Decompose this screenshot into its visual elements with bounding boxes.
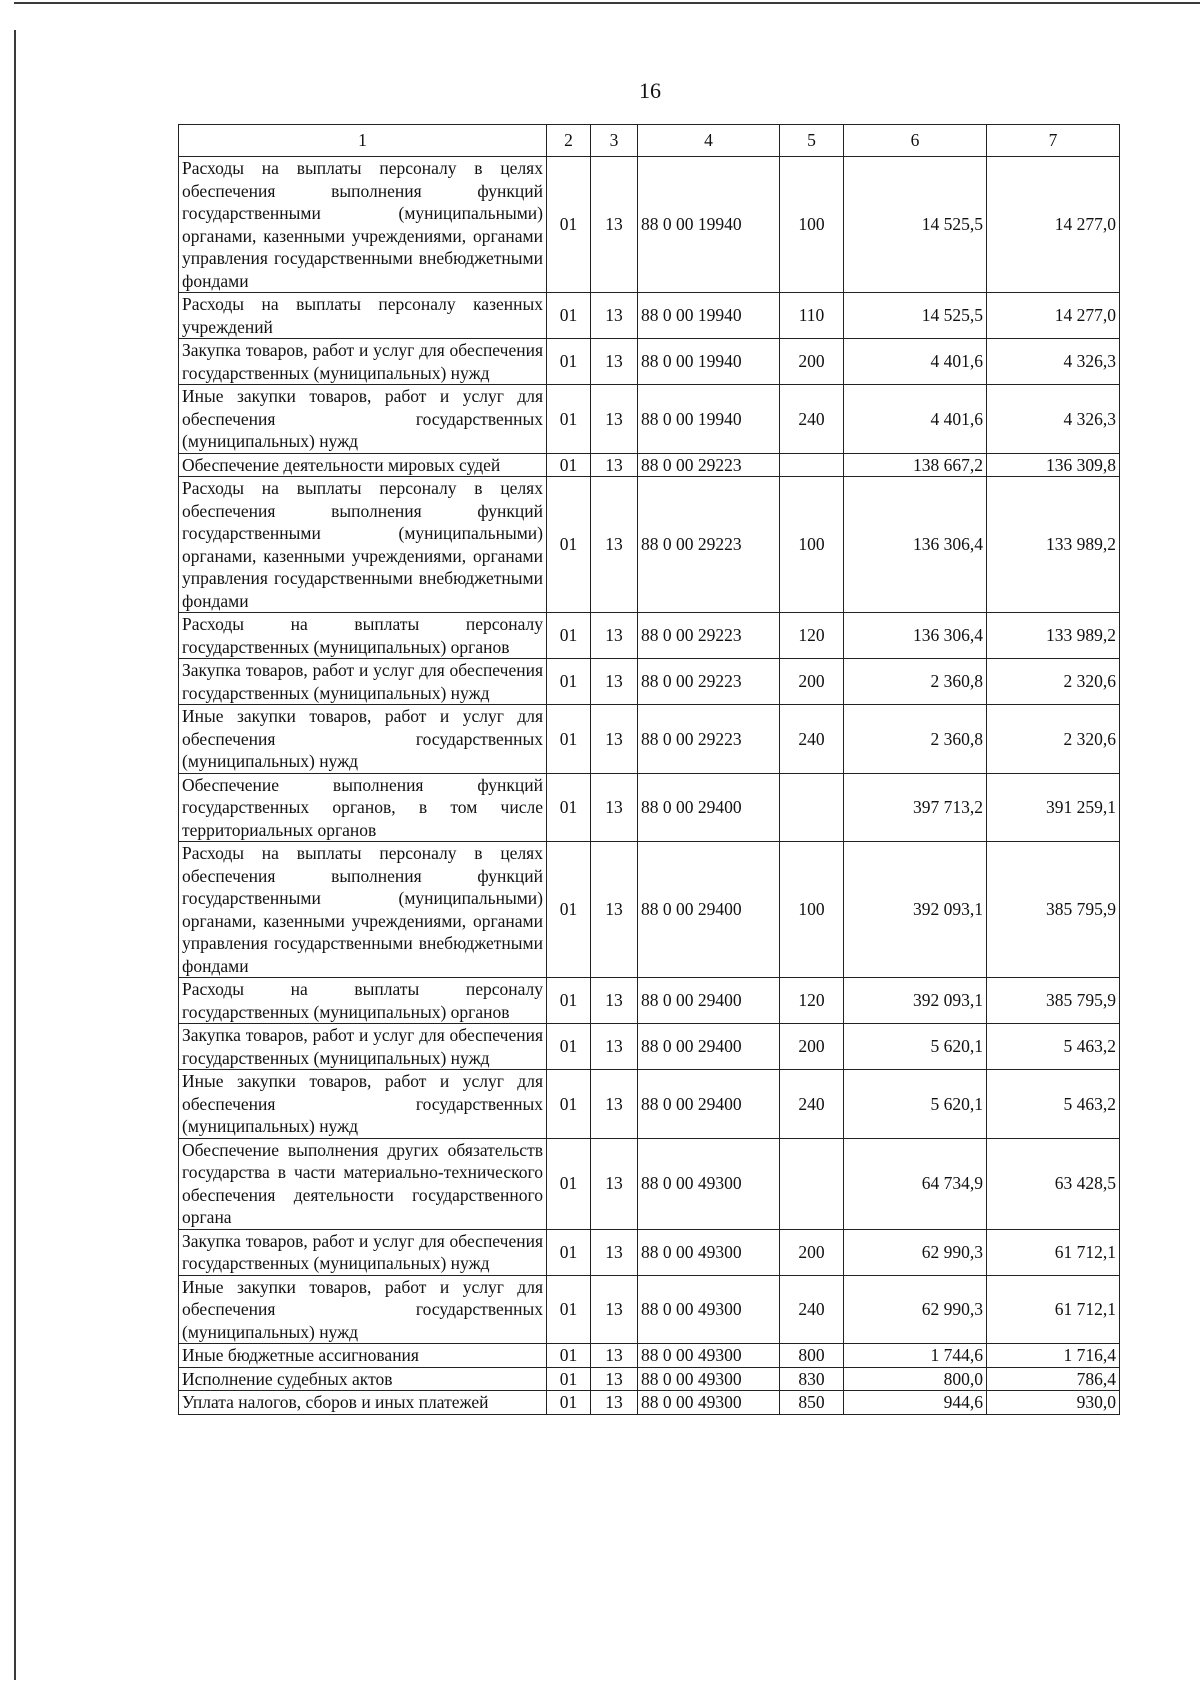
subsection-code-cell: 13 bbox=[591, 1070, 638, 1139]
amount-year1-cell: 392 093,1 bbox=[844, 978, 987, 1024]
row-name-cell: Расходы на выплаты персоналу в целях обеспечения выполнения функций государственными (муниципальными) органами, казенными учреждениями, органами управления государственными внебюджетными фондами bbox=[179, 157, 547, 293]
amount-year2-cell: 391 259,1 bbox=[987, 773, 1120, 842]
section-code-cell: 01 bbox=[547, 773, 591, 842]
row-name-cell: Уплата налогов, сборов и иных платежей bbox=[179, 1391, 547, 1415]
amount-year1-cell: 136 306,4 bbox=[844, 613, 987, 659]
expense-type-cell: 120 bbox=[780, 978, 844, 1024]
table-row bbox=[179, 1024, 1120, 1070]
amount-year2-cell: 133 989,2 bbox=[987, 613, 1120, 659]
subsection-code-cell: 13 bbox=[591, 1138, 638, 1229]
amount-year1-cell: 138 667,2 bbox=[844, 453, 987, 477]
header-cell: 4 bbox=[638, 125, 780, 157]
section-code-cell: 01 bbox=[547, 705, 591, 774]
table-row bbox=[179, 978, 1120, 1024]
expense-type-cell: 850 bbox=[780, 1391, 844, 1415]
row-name-cell: Обеспечение выполнения функций государственных органов, в том числе территориальных органов bbox=[179, 773, 547, 842]
expense-type-cell: 100 bbox=[780, 157, 844, 293]
table-row bbox=[179, 659, 1120, 705]
subsection-code-cell: 13 bbox=[591, 613, 638, 659]
table-row bbox=[179, 339, 1120, 385]
target-article-cell: 88 0 00 29223 bbox=[638, 453, 780, 477]
header-cell: 6 bbox=[844, 125, 987, 157]
amount-year1-cell: 800,0 bbox=[844, 1367, 987, 1391]
section-code-cell: 01 bbox=[547, 339, 591, 385]
expense-type-cell: 200 bbox=[780, 659, 844, 705]
expense-type-cell: 120 bbox=[780, 613, 844, 659]
amount-year2-cell: 786,4 bbox=[987, 1367, 1120, 1391]
header-cell: 5 bbox=[780, 125, 844, 157]
section-code-cell: 01 bbox=[547, 842, 591, 978]
amount-year2-cell: 14 277,0 bbox=[987, 157, 1120, 293]
target-article-cell: 88 0 00 49300 bbox=[638, 1367, 780, 1391]
subsection-code-cell: 13 bbox=[591, 1367, 638, 1391]
amount-year1-cell: 62 990,3 bbox=[844, 1275, 987, 1344]
amount-year2-cell: 5 463,2 bbox=[987, 1024, 1120, 1070]
amount-year2-cell: 1 716,4 bbox=[987, 1344, 1120, 1368]
subsection-code-cell: 13 bbox=[591, 1024, 638, 1070]
section-code-cell: 01 bbox=[547, 477, 591, 613]
amount-year2-cell: 133 989,2 bbox=[987, 477, 1120, 613]
amount-year1-cell: 14 525,5 bbox=[844, 293, 987, 339]
amount-year1-cell: 5 620,1 bbox=[844, 1070, 987, 1139]
row-name-cell: Иные закупки товаров, работ и услуг для обеспечения государственных (муниципальных) нужд bbox=[179, 385, 547, 454]
amount-year1-cell: 4 401,6 bbox=[844, 339, 987, 385]
expense-type-cell: 240 bbox=[780, 1070, 844, 1139]
section-code-cell: 01 bbox=[547, 157, 591, 293]
table-row bbox=[179, 842, 1120, 978]
target-article-cell: 88 0 00 49300 bbox=[638, 1138, 780, 1229]
table-row bbox=[179, 613, 1120, 659]
header-cell: 7 bbox=[987, 125, 1120, 157]
expense-type-cell: 200 bbox=[780, 339, 844, 385]
row-name-cell: Иные бюджетные ассигнования bbox=[179, 1344, 547, 1368]
row-name-cell: Закупка товаров, работ и услуг для обеспечения государственных (муниципальных) нужд bbox=[179, 339, 547, 385]
table-row bbox=[179, 1344, 1120, 1368]
target-article-cell: 88 0 00 19940 bbox=[638, 293, 780, 339]
expense-type-cell: 830 bbox=[780, 1367, 844, 1391]
amount-year1-cell: 2 360,8 bbox=[844, 705, 987, 774]
amount-year2-cell: 2 320,6 bbox=[987, 659, 1120, 705]
target-article-cell: 88 0 00 29400 bbox=[638, 1024, 780, 1070]
subsection-code-cell: 13 bbox=[591, 773, 638, 842]
row-name-cell: Расходы на выплаты персоналу в целях обеспечения выполнения функций государственными (муниципальными) органами, казенными учреждениями, органами управления государственными внебюджетными фондами bbox=[179, 477, 547, 613]
target-article-cell: 88 0 00 49300 bbox=[638, 1229, 780, 1275]
amount-year1-cell: 4 401,6 bbox=[844, 385, 987, 454]
amount-year1-cell: 2 360,8 bbox=[844, 659, 987, 705]
row-name-cell: Расходы на выплаты персоналу государственных (муниципальных) органов bbox=[179, 978, 547, 1024]
subsection-code-cell: 13 bbox=[591, 705, 638, 774]
subsection-code-cell: 13 bbox=[591, 842, 638, 978]
header-cell: 1 bbox=[179, 125, 547, 157]
row-name-cell: Обеспечение выполнения других обязательств государства в части материально-технического обеспечения деятельности государственного органа bbox=[179, 1138, 547, 1229]
section-code-cell: 01 bbox=[547, 659, 591, 705]
amount-year2-cell: 5 463,2 bbox=[987, 1070, 1120, 1139]
row-name-cell: Иные закупки товаров, работ и услуг для обеспечения государственных (муниципальных) нужд bbox=[179, 705, 547, 774]
target-article-cell: 88 0 00 29223 bbox=[638, 705, 780, 774]
subsection-code-cell: 13 bbox=[591, 339, 638, 385]
target-article-cell: 88 0 00 29223 bbox=[638, 613, 780, 659]
row-name-cell: Расходы на выплаты персоналу в целях обеспечения выполнения функций государственными (муниципальными) органами, казенными учреждениями, органами управления государственными внебюджетными фондами bbox=[179, 842, 547, 978]
subsection-code-cell: 13 bbox=[591, 1229, 638, 1275]
target-article-cell: 88 0 00 29400 bbox=[638, 978, 780, 1024]
row-name-cell: Расходы на выплаты персоналу казенных учреждений bbox=[179, 293, 547, 339]
expense-type-cell: 240 bbox=[780, 705, 844, 774]
table-row bbox=[179, 1138, 1120, 1229]
target-article-cell: 88 0 00 29400 bbox=[638, 842, 780, 978]
amount-year2-cell: 385 795,9 bbox=[987, 978, 1120, 1024]
amount-year1-cell: 944,6 bbox=[844, 1391, 987, 1415]
expense-type-cell: 800 bbox=[780, 1344, 844, 1368]
row-name-cell: Закупка товаров, работ и услуг для обеспечения государственных (муниципальных) нужд bbox=[179, 1229, 547, 1275]
table-row bbox=[179, 1070, 1120, 1139]
header-row bbox=[179, 125, 1120, 157]
subsection-code-cell: 13 bbox=[591, 1344, 638, 1368]
header-cell: 3 bbox=[591, 125, 638, 157]
table-row bbox=[179, 773, 1120, 842]
target-article-cell: 88 0 00 49300 bbox=[638, 1344, 780, 1368]
target-article-cell: 88 0 00 19940 bbox=[638, 385, 780, 454]
expense-type-cell bbox=[780, 1138, 844, 1229]
subsection-code-cell: 13 bbox=[591, 293, 638, 339]
row-name-cell: Закупка товаров, работ и услуг для обеспечения государственных (муниципальных) нужд bbox=[179, 1024, 547, 1070]
row-name-cell: Расходы на выплаты персоналу государственных (муниципальных) органов bbox=[179, 613, 547, 659]
amount-year1-cell: 392 093,1 bbox=[844, 842, 987, 978]
amount-year2-cell: 14 277,0 bbox=[987, 293, 1120, 339]
amount-year1-cell: 1 744,6 bbox=[844, 1344, 987, 1368]
subsection-code-cell: 13 bbox=[591, 453, 638, 477]
expense-type-cell: 110 bbox=[780, 293, 844, 339]
amount-year1-cell: 5 620,1 bbox=[844, 1024, 987, 1070]
expense-type-cell bbox=[780, 773, 844, 842]
scan-top-edge bbox=[14, 2, 1200, 4]
section-code-cell: 01 bbox=[547, 453, 591, 477]
table-row bbox=[179, 385, 1120, 454]
table-row bbox=[179, 1229, 1120, 1275]
section-code-cell: 01 bbox=[547, 1275, 591, 1344]
subsection-code-cell: 13 bbox=[591, 659, 638, 705]
target-article-cell: 88 0 00 19940 bbox=[638, 157, 780, 293]
amount-year1-cell: 62 990,3 bbox=[844, 1229, 987, 1275]
expense-type-cell: 240 bbox=[780, 385, 844, 454]
amount-year2-cell: 4 326,3 bbox=[987, 385, 1120, 454]
amount-year1-cell: 136 306,4 bbox=[844, 477, 987, 613]
section-code-cell: 01 bbox=[547, 1367, 591, 1391]
row-name-cell: Исполнение судебных актов bbox=[179, 1367, 547, 1391]
row-name-cell: Обеспечение деятельности мировых судей bbox=[179, 453, 547, 477]
section-code-cell: 01 bbox=[547, 613, 591, 659]
target-article-cell: 88 0 00 49300 bbox=[638, 1391, 780, 1415]
row-name-cell: Иные закупки товаров, работ и услуг для обеспечения государственных (муниципальных) нужд bbox=[179, 1070, 547, 1139]
subsection-code-cell: 13 bbox=[591, 157, 638, 293]
amount-year2-cell: 930,0 bbox=[987, 1391, 1120, 1415]
row-name-cell: Закупка товаров, работ и услуг для обеспечения государственных (муниципальных) нужд bbox=[179, 659, 547, 705]
subsection-code-cell: 13 bbox=[591, 477, 638, 613]
expense-type-cell bbox=[780, 453, 844, 477]
expense-type-cell: 100 bbox=[780, 477, 844, 613]
page-number: 16 bbox=[639, 78, 661, 103]
expense-type-cell: 240 bbox=[780, 1275, 844, 1344]
expense-type-cell: 200 bbox=[780, 1024, 844, 1070]
section-code-cell: 01 bbox=[547, 1229, 591, 1275]
header-cell: 2 bbox=[547, 125, 591, 157]
amount-year2-cell: 61 712,1 bbox=[987, 1229, 1120, 1275]
target-article-cell: 88 0 00 19940 bbox=[638, 339, 780, 385]
expense-type-cell: 100 bbox=[780, 842, 844, 978]
subsection-code-cell: 13 bbox=[591, 1391, 638, 1415]
table-row bbox=[179, 1367, 1120, 1391]
amount-year2-cell: 63 428,5 bbox=[987, 1138, 1120, 1229]
table-row bbox=[179, 1275, 1120, 1344]
table-row bbox=[179, 293, 1120, 339]
section-code-cell: 01 bbox=[547, 1138, 591, 1229]
amount-year2-cell: 385 795,9 bbox=[987, 842, 1120, 978]
table-row bbox=[179, 705, 1120, 774]
amount-year1-cell: 397 713,2 bbox=[844, 773, 987, 842]
subsection-code-cell: 13 bbox=[591, 1275, 638, 1344]
section-code-cell: 01 bbox=[547, 1024, 591, 1070]
section-code-cell: 01 bbox=[547, 385, 591, 454]
table-row bbox=[179, 157, 1120, 293]
scan-left-edge bbox=[14, 30, 16, 1680]
amount-year1-cell: 14 525,5 bbox=[844, 157, 987, 293]
target-article-cell: 88 0 00 29223 bbox=[638, 659, 780, 705]
table-row bbox=[179, 477, 1120, 613]
table-row bbox=[179, 453, 1120, 477]
target-article-cell: 88 0 00 49300 bbox=[638, 1275, 780, 1344]
section-code-cell: 01 bbox=[547, 978, 591, 1024]
subsection-code-cell: 13 bbox=[591, 385, 638, 454]
section-code-cell: 01 bbox=[547, 1391, 591, 1415]
amount-year2-cell: 4 326,3 bbox=[987, 339, 1120, 385]
amount-year2-cell: 136 309,8 bbox=[987, 453, 1120, 477]
target-article-cell: 88 0 00 29400 bbox=[638, 773, 780, 842]
target-article-cell: 88 0 00 29400 bbox=[638, 1070, 780, 1139]
section-code-cell: 01 bbox=[547, 1070, 591, 1139]
expense-type-cell: 200 bbox=[780, 1229, 844, 1275]
budget-table bbox=[178, 124, 1120, 1415]
subsection-code-cell: 13 bbox=[591, 978, 638, 1024]
table-row bbox=[179, 1391, 1120, 1415]
amount-year1-cell: 64 734,9 bbox=[844, 1138, 987, 1229]
target-article-cell: 88 0 00 29223 bbox=[638, 477, 780, 613]
section-code-cell: 01 bbox=[547, 293, 591, 339]
row-name-cell: Иные закупки товаров, работ и услуг для обеспечения государственных (муниципальных) нужд bbox=[179, 1275, 547, 1344]
amount-year2-cell: 2 320,6 bbox=[987, 705, 1120, 774]
amount-year2-cell: 61 712,1 bbox=[987, 1275, 1120, 1344]
section-code-cell: 01 bbox=[547, 1344, 591, 1368]
